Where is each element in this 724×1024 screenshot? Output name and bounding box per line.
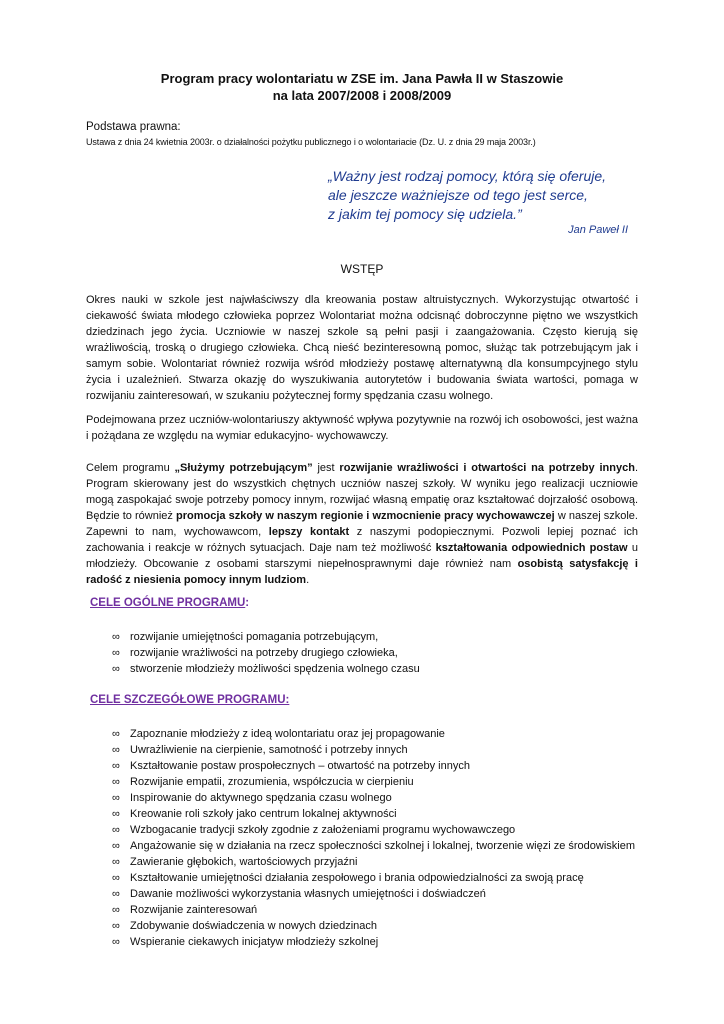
list-item [112, 645, 420, 661]
document-title-line1: Program pracy wolontariatu w ZSE im. Jana Pawła II w Staszowie [160, 71, 564, 86]
list-item [112, 838, 635, 854]
quote-author: Jan Paweł II [568, 224, 628, 236]
list-item-text: Angażowanie się w działania na rzecz społeczności szkolnej i lokalnej, tworzenie więzi ze środowiskiem [130, 840, 636, 852]
infinity-bullet-icon: ∞ [112, 760, 120, 772]
intro-heading: WSTĘP [340, 262, 384, 276]
p3-text-6: u młodzieży. Obcowanie z osobami starszymi niepełnosprawnymi daje również nam [86, 542, 638, 570]
list-item [112, 870, 635, 886]
list-item-text: Zawieranie głębokich, wartościowych przyjaźni [130, 856, 358, 868]
general-goals-heading-colon: : [245, 597, 250, 609]
infinity-bullet-icon: ∞ [112, 920, 120, 932]
list-item-text: Zdobywanie doświadczenia w nowych dziedzinach [130, 920, 378, 932]
list-item [112, 886, 635, 902]
infinity-bullet-icon: ∞ [112, 776, 120, 788]
list-item-text: Wzbogacanie tradycji szkoły zgodnie z założeniami programu wychowawczego [130, 824, 516, 836]
infinity-bullet-icon: ∞ [112, 824, 120, 836]
p3-text-4: w naszej szkole. Zapewni to nam, wychowawcom, [86, 510, 638, 538]
p3-bold-2: rozwijanie wrażliwości i otwartości na potrzeby innych [339, 462, 635, 474]
intro-paragraph-1: Okres nauki w szkole jest najwłaściwszy dla kreowania postaw altruistycznych. Wykorzystując otwartość i ciekawość świata młodego człowieka poprzez Wolontariat można odcisnąć dobroczynne piętno we wszystkich dziedzinach jego życia. Uczniowie w naszej szkole są pełni pasji i zaangażowania. Często kierują się wrażliwością, troską o drugiego człowieka. Chcą nieść bezinteresowną pomoc, służąc tak potrzebującym jak i samym sobie. Wolontariat również rozwija wśród młodzieży postawę alternatywną dla konsumpcyjnego stylu życia i uzależnień. Stwarza okazję do wyszukiwania autorytetów i budowania świata wartości, pomaga w rozwijaniu zainteresowań, w szukaniu pożytecznej formy spędzania czasu wolnego. [86, 294, 638, 402]
quote-block [328, 167, 648, 224]
list-item [112, 774, 635, 790]
infinity-bullet-icon: ∞ [112, 744, 120, 756]
list-item-text: Dawanie możliwości wykorzystania własnych umiejętności i doświadczeń [130, 888, 486, 900]
quote-line3: z jakim tej pomocy się udziela.” [328, 206, 522, 222]
list-item [112, 854, 635, 870]
legal-basis-text: Ustawa z dnia 24 kwietnia 2003r. o działalności pożytku publicznego i o wolontariacie (Dz. U. z dnia 29 maja 2003r.) [86, 137, 536, 147]
infinity-bullet-icon: ∞ [112, 792, 120, 804]
list-item-text: Uwrażliwienie na cierpienie, samotność i potrzeby innych [130, 744, 408, 756]
list-item-text: rozwijanie wrażliwości na potrzeby drugiego człowieka, [130, 647, 398, 659]
infinity-bullet-icon: ∞ [112, 663, 120, 675]
infinity-bullet-icon: ∞ [112, 888, 120, 900]
infinity-bullet-icon: ∞ [112, 808, 120, 820]
document-title-line2: na lata 2007/2008 i 2008/2009 [272, 88, 452, 103]
infinity-bullet-icon: ∞ [112, 840, 120, 852]
detailed-goals-heading: CELE SZCZEGÓŁOWE PROGRAMU: [90, 694, 290, 706]
p3-text-1: Celem programu [86, 462, 175, 474]
list-item [112, 822, 635, 838]
infinity-bullet-icon: ∞ [112, 631, 120, 643]
general-goals-list [112, 629, 420, 677]
quote-line1: „Ważny jest rodzaj pomocy, którą się oferuje, [328, 168, 607, 184]
p3-text-2: jest [312, 462, 340, 474]
list-item-text: Kształtowanie postaw prospołecznych – otwartość na potrzeby innych [130, 760, 470, 772]
list-item [112, 918, 635, 934]
p3-bold-3: promocja szkoły w naszym regionie i wzmocnienie pracy wychowawczej [176, 510, 555, 522]
list-item-text: rozwijanie umiejętności pomagania potrzebującym, [130, 631, 379, 643]
general-goals-heading [90, 597, 249, 609]
list-item [112, 902, 635, 918]
intro-paragraph-3 [86, 460, 638, 588]
p3-text-3: . Program skierowany jest do wszystkich chętnych uczniów naszej szkoły. W wyniku jego realizacji uczniowie mogą zaspokajać swoje potrzeby pomocy innym, rozwijać własną empatię oraz kształtować dojrzałość osobową. Będzie to również [86, 462, 638, 522]
program-name: „Służymy potrzebującym” [174, 462, 313, 474]
intro-paragraph-2: Podejmowana przez uczniów-wolontariuszy aktywność wpływa pozytywnie na rozwój ich osobowości, jest ważna i pożądana ze względu na wymiar edukacyjno- wychowawczy. [86, 414, 638, 442]
p3-bold-5: kształtowania odpowiednich postaw [435, 542, 628, 554]
p3-text-5: z naszymi podopiecznymi. Pozwoli lepiej poznać ich zachowania i reakcje w różnych sytuacjach. Daje nam też możliwość [86, 526, 638, 554]
infinity-bullet-icon: ∞ [112, 647, 120, 659]
list-item [112, 934, 635, 950]
infinity-bullet-icon: ∞ [112, 872, 120, 884]
list-item-text: Wspieranie ciekawych inicjatyw młodzieży szkolnej [130, 936, 379, 948]
p3-bold-6: osobistą satysfakcję i radość z niesienia pomocy innym ludziom [86, 558, 638, 586]
list-item-text: Rozwijanie zainteresowań [130, 904, 258, 916]
list-item-text: Inspirowanie do aktywnego spędzania czasu wolnego [130, 792, 392, 804]
list-item [112, 726, 635, 742]
list-item-text: Kształtowanie umiejętności działania zespołowego i brania odpowiedzialności za swoją pracę [130, 872, 584, 884]
list-item-text: stworzenie młodzieży możliwości spędzenia wolnego czasu [130, 663, 420, 675]
detailed-goals-list [112, 726, 635, 950]
legal-basis-label: Podstawa prawna: [86, 121, 181, 133]
quote-line2: ale jeszcze ważniejsze od tego jest serce, [328, 187, 588, 203]
list-item-text: Kreowanie roli szkoły jako centrum lokalnej aktywności [130, 808, 397, 820]
list-item [112, 742, 635, 758]
list-item [112, 790, 635, 806]
general-goals-heading-text: CELE OGÓLNE PROGRAMU [90, 597, 246, 609]
list-item [112, 758, 635, 774]
list-item [112, 806, 635, 822]
infinity-bullet-icon: ∞ [112, 856, 120, 868]
list-item-text: Zapoznanie młodzieży z ideą wolontariatu oraz jej propagowanie [130, 728, 445, 740]
list-item [112, 661, 420, 677]
list-item-text: Rozwijanie empatii, zrozumienia, współczucia w cierpieniu [130, 776, 414, 788]
infinity-bullet-icon: ∞ [112, 728, 120, 740]
p3-text-7: . [306, 574, 310, 586]
infinity-bullet-icon: ∞ [112, 936, 120, 948]
list-item [112, 629, 420, 645]
infinity-bullet-icon: ∞ [112, 904, 120, 916]
p3-bold-4: lepszy kontakt [268, 526, 350, 538]
